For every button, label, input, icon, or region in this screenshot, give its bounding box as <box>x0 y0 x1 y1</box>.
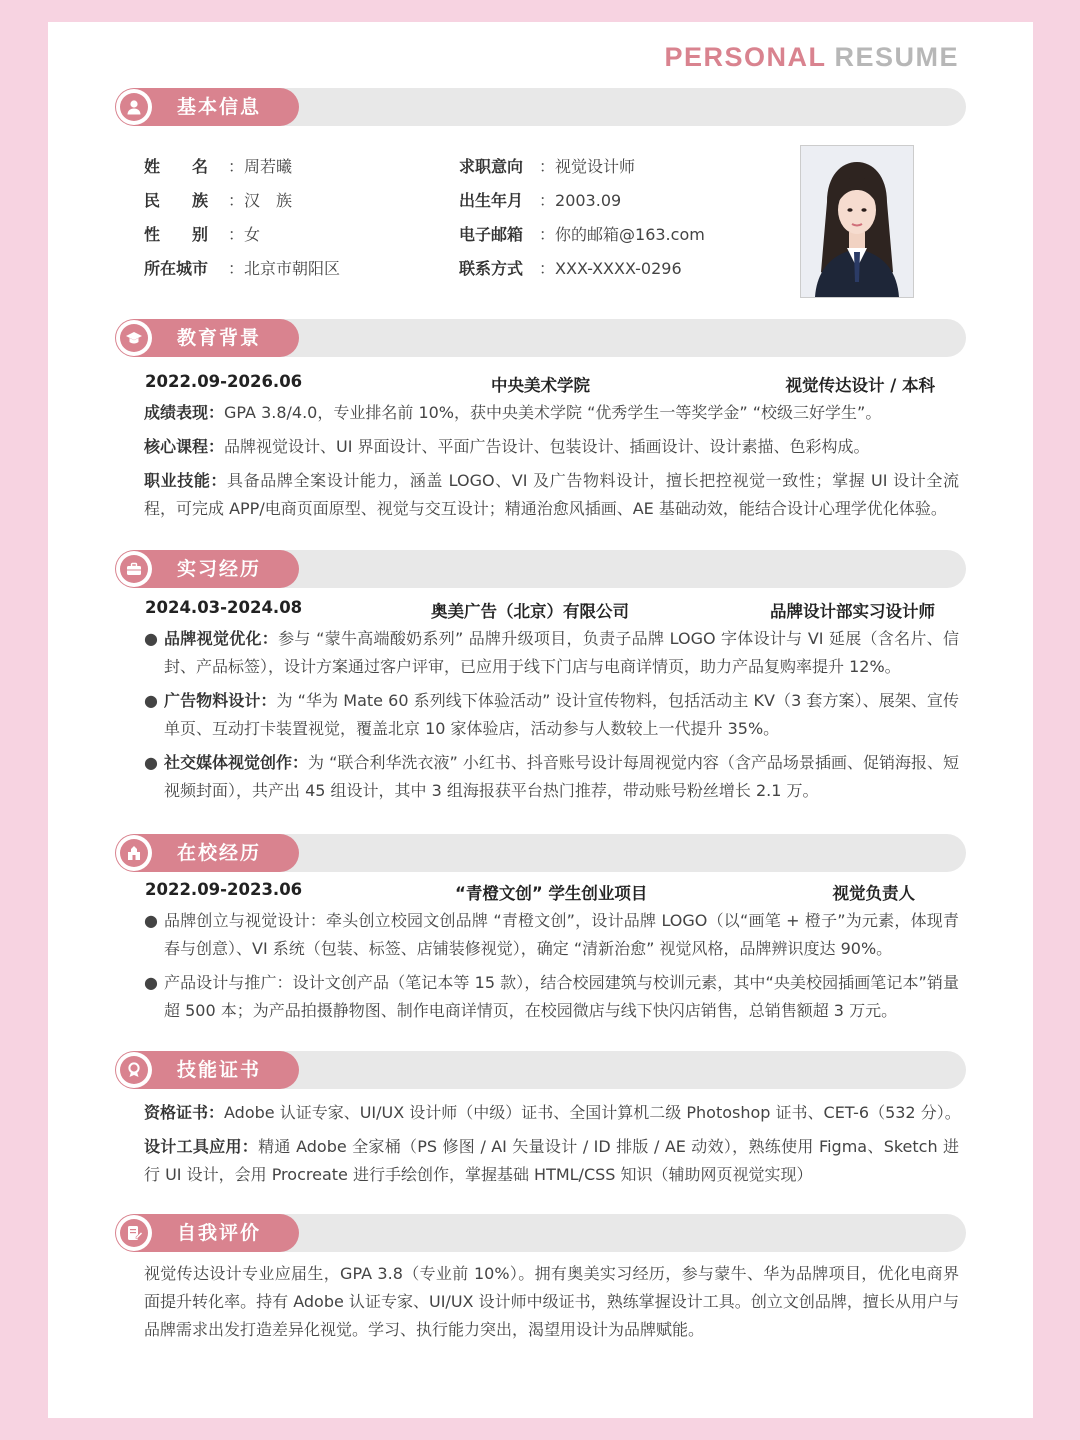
skills-certificates: 资格证书：Adobe 认证专家、UI/UX 设计师（中级）证书、全国计算机二级 Photoshop 证书、CET-6（532 分）。 <box>144 1103 961 1122</box>
education-skills: 职业技能：具备品牌全案设计能力，涵盖 LOGO、VI 及广告物料设计，擅长把控视觉一致性；掌握 UI 设计全流程，可完成 APP/电商页面原型、视觉与交互设计；精通治愈风插画、AE 基础动效，能结合设计心理学优化体验。 <box>144 471 959 518</box>
info-birth: 出生年月 ：2003.09 <box>459 191 622 210</box>
internship-item: ● 广告物料设计：为 “华为 Mate 60 系列线下体验活动” 设计宣传物料，包括活动主 KV（3 套方案）、展架、宣传单页、互动打卡装置视觉，覆盖北京 10 家体验店，活动参与人数较上一代提升 35%。 <box>144 687 959 743</box>
internship-item: ● 品牌视觉优化：参与 “蒙牛高端酸奶系列” 品牌升级项目，负责子品牌 LOGO 字体设计与 VI 延展（含名片、信封、产品标签），设计方案通过客户评审，已应用于线下门店与电商详情页，助力产品复购率提升 12%。 <box>144 625 959 681</box>
info-intent: 求职意向 ：视觉设计师 <box>459 157 636 176</box>
section-header-internship: 实习经历 <box>115 550 966 588</box>
education-grades: 成绩表现：GPA 3.8/4.0，专业排名前 10%，获中央美术学院 “优秀学生一等奖学金” “校级三好学生”。 <box>144 403 882 422</box>
info-city: 所在城市 ：北京市朝阳区 <box>144 259 341 278</box>
edit-document-icon <box>116 1215 152 1251</box>
user-icon <box>116 89 152 125</box>
award-icon <box>116 1052 152 1088</box>
internship-role: 品牌设计部实习设计师 <box>770 602 935 621</box>
info-phone: 联系方式 ：XXX-XXXX-0296 <box>459 259 682 278</box>
resume-page <box>48 22 1033 1418</box>
info-email: 电子邮箱 ：你的邮箱@163.com <box>459 225 705 244</box>
campus-role: 视觉负责人 <box>832 884 915 903</box>
briefcase-icon <box>116 551 152 587</box>
section-header-basic <box>115 88 966 126</box>
bullet-icon: ● <box>144 911 158 930</box>
section-header-campus: 在校经历 <box>115 834 966 872</box>
education-period: 2022.09-2026.06 <box>145 372 303 391</box>
self-evaluation: 视觉传达设计专业应届生，GPA 3.8（专业前 10%）。拥有奥美实习经历，参与蒙牛、华为品牌项目，优化电商界面提升转化率。持有 Adobe 认证专家、UI/UX 设计师中级证书，熟练掌握设计工具。创立文创品牌，擅长从用户与品牌需求出发打造差异化视觉。学习、执行能力突出，渴望用设计为品牌赋能。 <box>144 1264 959 1339</box>
education-header-row <box>145 372 935 396</box>
brand-resume: RESUME <box>834 42 959 72</box>
internship-item: ● 社交媒体视觉创作：为 “联合利华洗衣液” 小红书、抖音账号设计每周视觉内容（含产品场景插画、促销海报、短视频封面），共产出 45 组设计，其中 3 组海报获平台热门推荐，带动账号粉丝增长 2.1 万。 <box>144 749 959 805</box>
education-major: 视觉传达设计 / 本科 <box>785 376 935 395</box>
campus-period: 2022.09-2023.06 <box>145 880 303 899</box>
section-header-self: 自我评价 <box>115 1214 966 1252</box>
campus-item: ● 产品设计与推广：设计文创产品（笔记本等 15 款），结合校园建筑与校训元素，其中“央美校园插画笔记本”销量超 500 本；为产品拍摄静物图、制作电商详情页，在校园微店与线下快闪店销售，总销售额超 3 万元。 <box>144 969 959 1025</box>
section-header-education: 教育背景 <box>115 319 966 357</box>
bullet-icon: ● <box>144 629 158 648</box>
skills-tools: 设计工具应用：精通 Adobe 全家桶（PS 修图 / AI 矢量设计 / ID 排版 / AE 动效），熟练使用 Figma、Sketch 进行 UI 设计，会用 Procreate 进行手绘创作，掌握基础 HTML/CSS 知识（辅助网页视觉实现） <box>144 1137 959 1184</box>
bullet-icon: ● <box>144 753 158 772</box>
info-name: 姓 名 ：周若曦 <box>144 157 293 176</box>
campus-building-icon <box>116 835 152 871</box>
education-school: 中央美术学院 <box>491 376 590 395</box>
info-ethnicity: 民 族 ：汉 族 <box>144 191 293 210</box>
campus-item: ● 品牌创立与视觉设计：牵头创立校园文创品牌 “青橙文创”，设计品牌 LOGO（以“画笔 + 橙子”为元素，体现青春与创意）、VI 系统（包装、标签、店铺装修视觉），确定 “清新治愈” 视觉风格，品牌辨识度达 90%。 <box>144 907 959 963</box>
internship-header-row <box>145 598 935 622</box>
bullet-icon: ● <box>144 691 158 710</box>
internship-company: 奥美广告（北京）有限公司 <box>431 602 629 621</box>
internship-period: 2024.03-2024.08 <box>145 598 303 617</box>
education-courses: 核心课程：品牌视觉设计、UI 界面设计、平面广告设计、包装设计、插画设计、设计素描、色彩构成。 <box>144 437 870 456</box>
profile-photo <box>800 145 914 298</box>
campus-project: “青橙文创” 学生创业项目 <box>455 884 648 903</box>
section-title: 基本信息 <box>177 96 262 118</box>
section-header-skills: 技能证书 <box>115 1051 966 1089</box>
info-gender: 性 别 ：女 <box>144 225 261 244</box>
resume-brand-title <box>664 42 959 73</box>
brand-personal: PERSONAL <box>664 42 827 72</box>
bullet-icon: ● <box>144 973 158 992</box>
graduation-cap-icon <box>116 320 152 356</box>
campus-header-row <box>145 880 935 904</box>
